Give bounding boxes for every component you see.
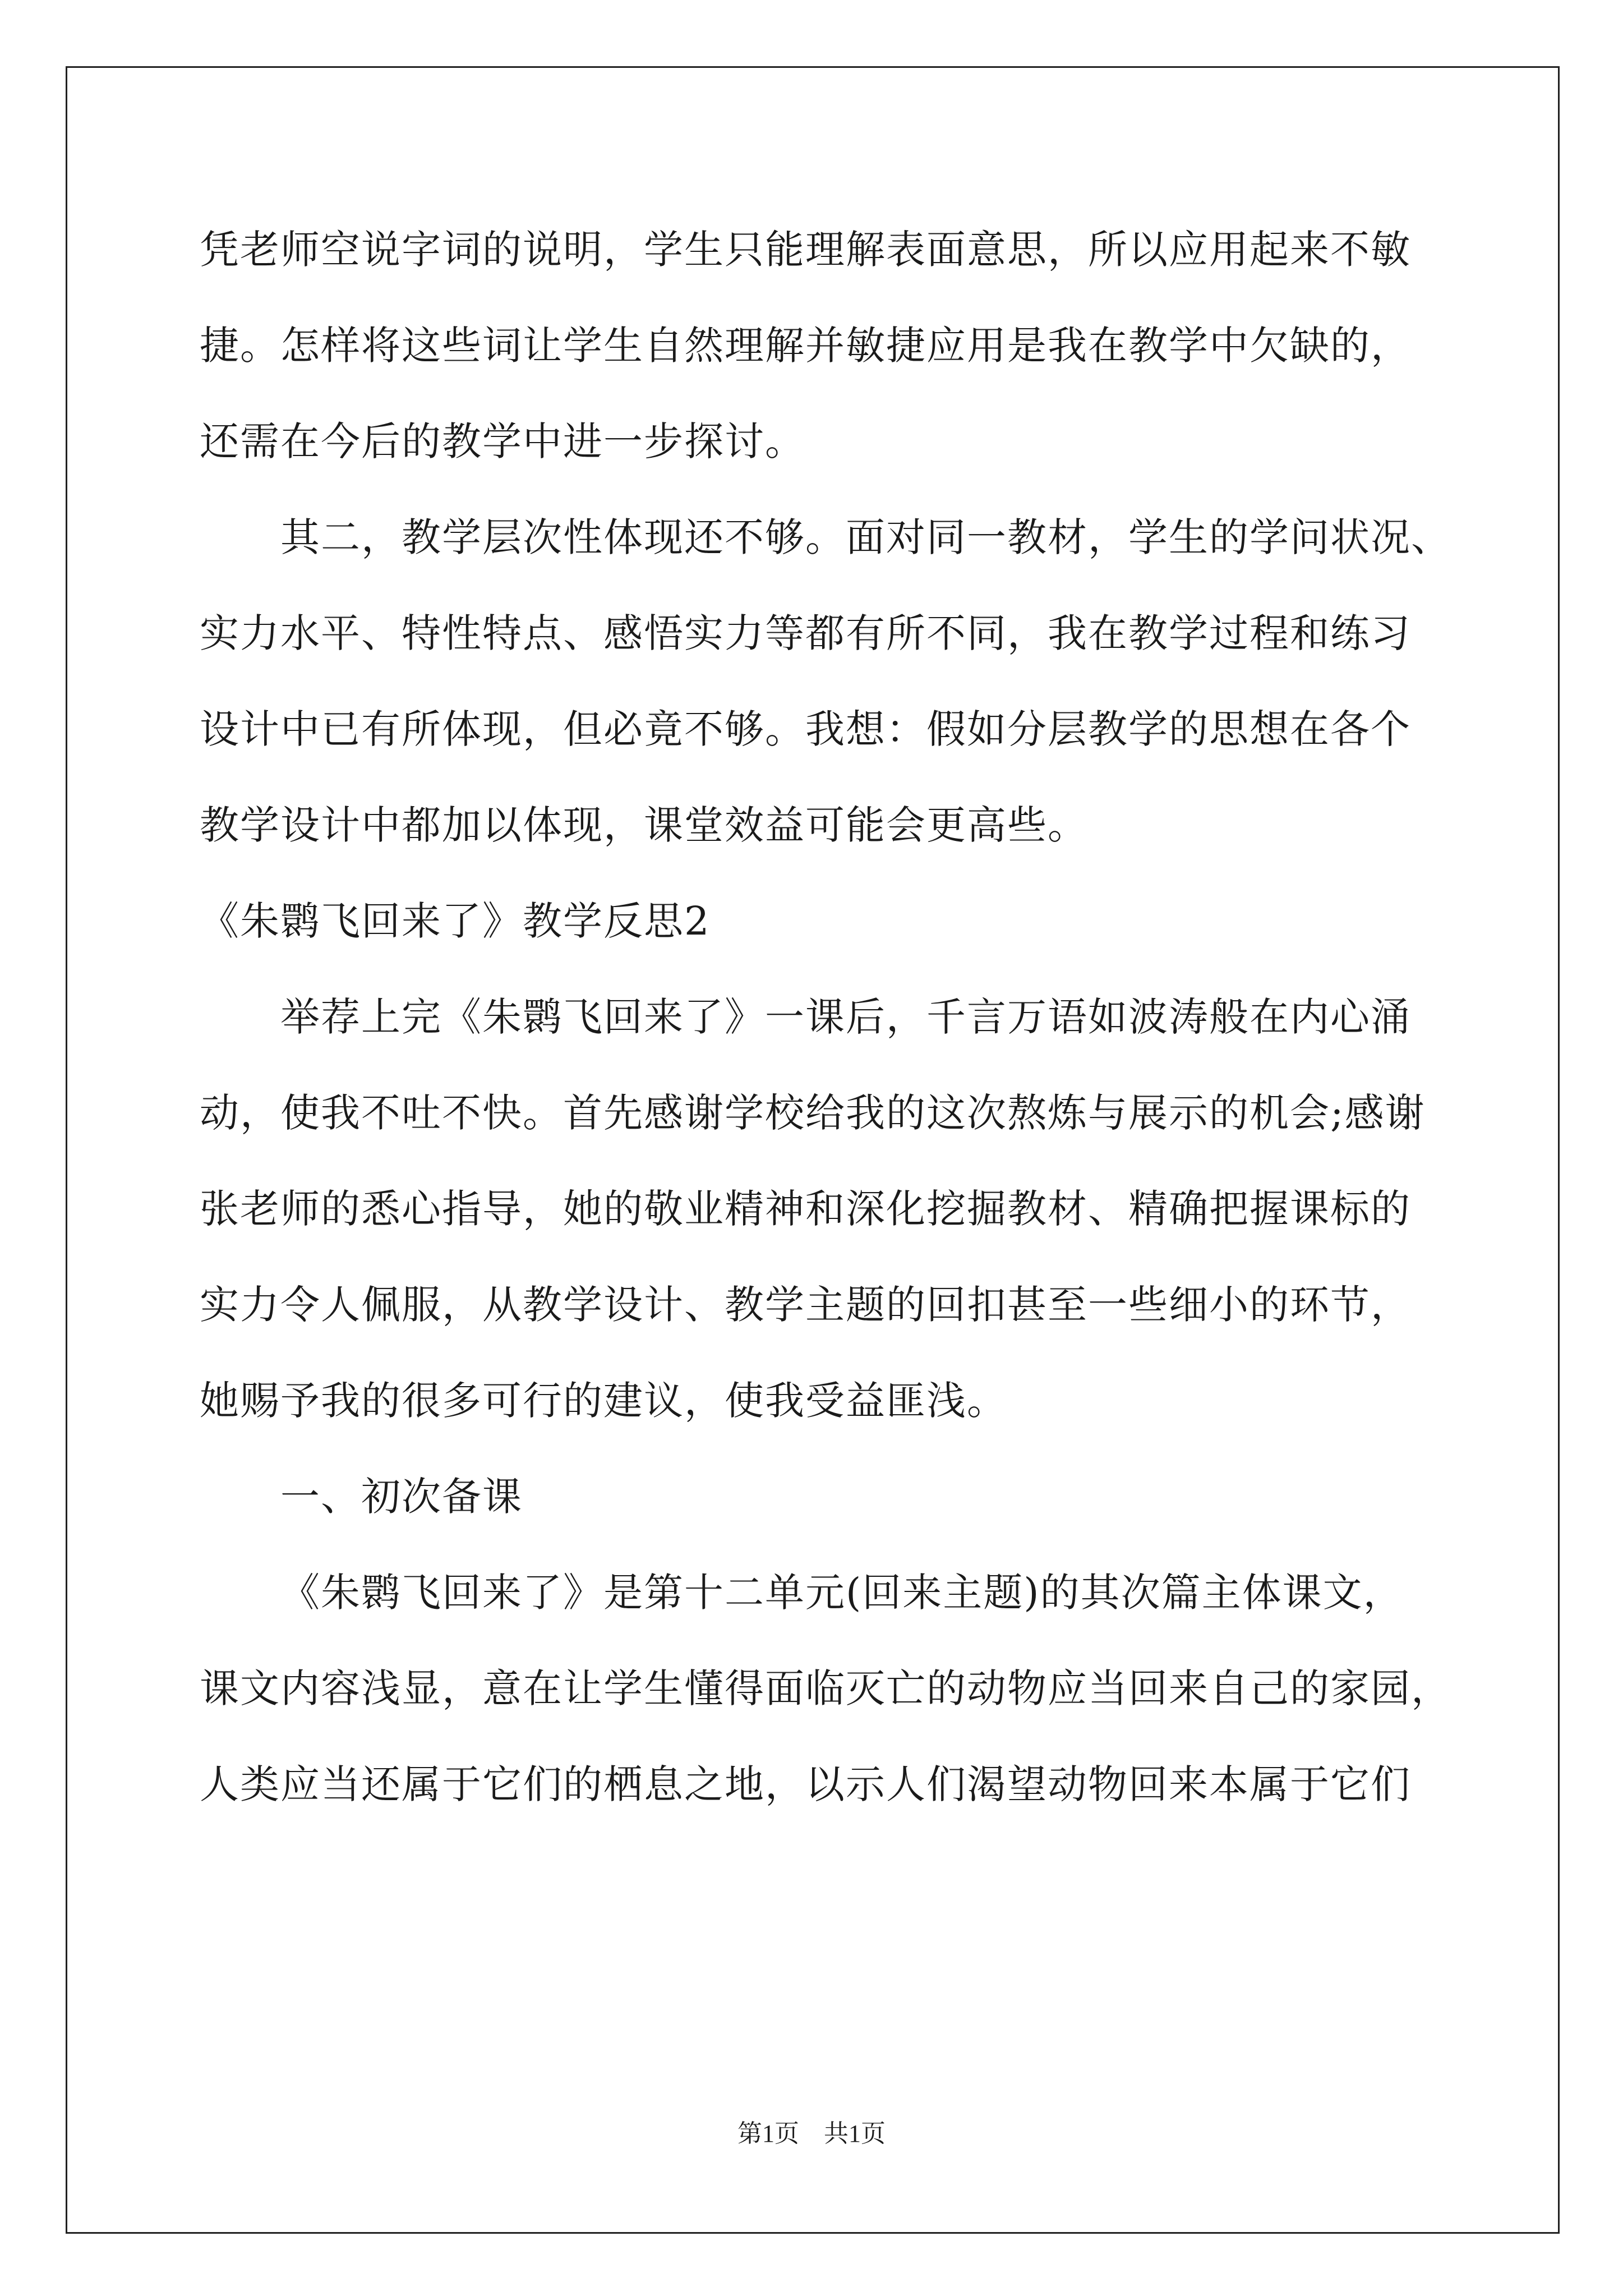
paragraph-line: 张老师的悉心指导，她的敬业精神和深化挖掘教材、精确把握课标的: [200, 1186, 1411, 1232]
paragraph-line: 实力令人佩服，从教学设计、教学主题的回扣甚至一些细小的环节，: [200, 1282, 1411, 1328]
page-footer: 第1页 共1页: [737, 2120, 886, 2147]
paragraph-line: 凭老师空说字词的说明，学生只能理解表面意思，所以应用起来不敏: [200, 227, 1411, 273]
paragraph-line: 人类应当还属于它们的栖息之地，以示人们渴望动物回来本属于它们: [200, 1761, 1411, 1807]
paragraph-line: 设计中已有所体现，但必竟不够。我想：假如分层教学的思想在各个: [200, 706, 1411, 752]
paragraph-line: 实力水平、特性特点、感悟实力等都有所不同，我在教学过程和练习: [200, 610, 1411, 656]
paragraph-line: 课文内容浅显，意在让学生懂得面临灭亡的动物应当回来自己的家园，: [200, 1665, 1451, 1711]
paragraph-line: 她赐予我的很多可行的建议，使我受益匪浅。: [200, 1378, 1007, 1424]
paragraph-line: 举荐上完《朱鹮飞回来了》一课后，千言万语如波涛般在内心涌: [280, 994, 1411, 1040]
paragraph-line: 《朱鹮飞回来了》是第十二单元(回来主题)的其次篇主体课文，: [280, 1570, 1404, 1616]
paragraph-line: 其二，教学层次性体现还不够。面对同一教材，学生的学问状况、: [280, 514, 1451, 560]
paragraph-line: 动，使我不吐不快。首先感谢学校给我的这次熬炼与展示的机会;感谢: [200, 1090, 1426, 1136]
paragraph-line: 捷。怎样将这些词让学生自然理解并敏捷应用是我在教学中欠缺的，: [200, 323, 1411, 369]
page-border: [66, 66, 1560, 2234]
paragraph-line: 还需在今后的教学中进一步探讨。: [200, 418, 805, 464]
paragraph-line: 教学设计中都加以体现，课堂效益可能会更高些。: [200, 802, 1088, 848]
subsection-heading: 一、初次备课: [280, 1474, 523, 1520]
section-heading: 《朱鹮飞回来了》教学反思2: [200, 898, 711, 944]
